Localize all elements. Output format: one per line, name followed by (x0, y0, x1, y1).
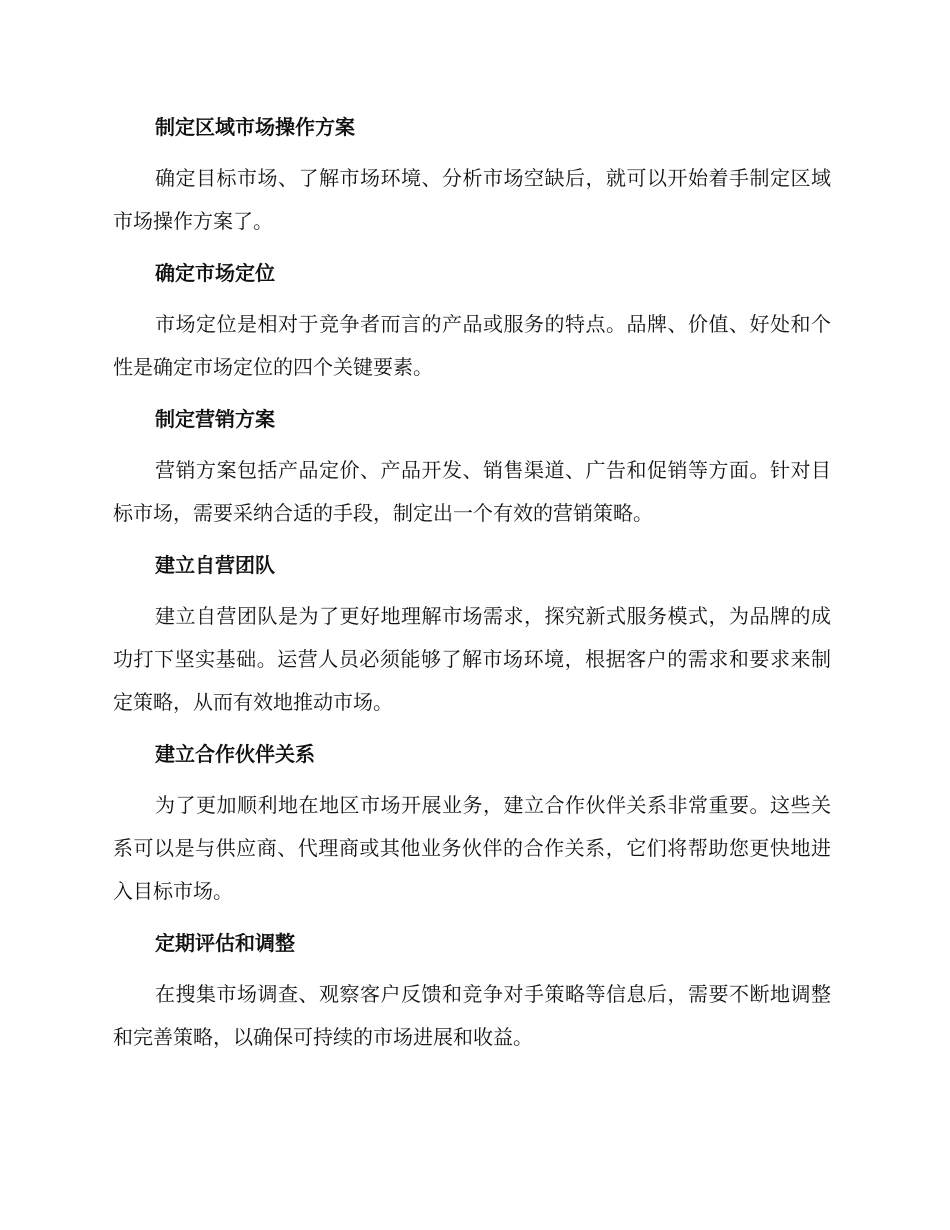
section-paragraph: 确定目标市场、了解市场环境、分析市场空缺后，就可以开始着手制定区域市场操作方案了。 (113, 166, 831, 233)
section-regional-plan (113, 105, 831, 243)
section-partnerships (113, 732, 831, 913)
section-heading: 制定区域市场操作方案 (155, 115, 355, 139)
section-heading: 定期评估和调整 (155, 931, 295, 955)
section-market-positioning (113, 251, 831, 389)
section-paragraph: 建立自营团队是为了更好地理解市场需求，探究新式服务模式，为品牌的成功打下坚实基础。运营人员必须能够了解市场环境，根据客户的需求和要求来制定策略，从而有效地推动市场。 (113, 604, 831, 714)
section-paragraph: 营销方案包括产品定价、产品开发、销售渠道、广告和促销等方面。针对目标市场，需要采纳合适的手段，制定出一个有效的营销策略。 (113, 458, 831, 525)
section-own-team (113, 543, 831, 724)
section-heading: 确定市场定位 (155, 261, 275, 285)
section-paragraph: 市场定位是相对于竞争者而言的产品或服务的特点。品牌、价值、好处和个性是确定市场定位的四个关键要素。 (113, 312, 831, 379)
section-marketing-plan (113, 397, 831, 535)
document-body (113, 105, 831, 1067)
section-review-adjust (113, 921, 831, 1059)
section-heading: 建立自营团队 (155, 553, 275, 577)
section-heading: 建立合作伙伴关系 (155, 742, 315, 766)
section-heading: 制定营销方案 (155, 407, 275, 431)
section-paragraph: 在搜集市场调查、观察客户反馈和竞争对手策略等信息后，需要不断地调整和完善策略，以确保可持续的市场进展和收益。 (113, 982, 831, 1049)
section-paragraph: 为了更加顺利地在地区市场开展业务，建立合作伙伴关系非常重要。这些关系可以是与供应商、代理商或其他业务伙伴的合作关系，它们将帮助您更快地进入目标市场。 (113, 793, 831, 903)
